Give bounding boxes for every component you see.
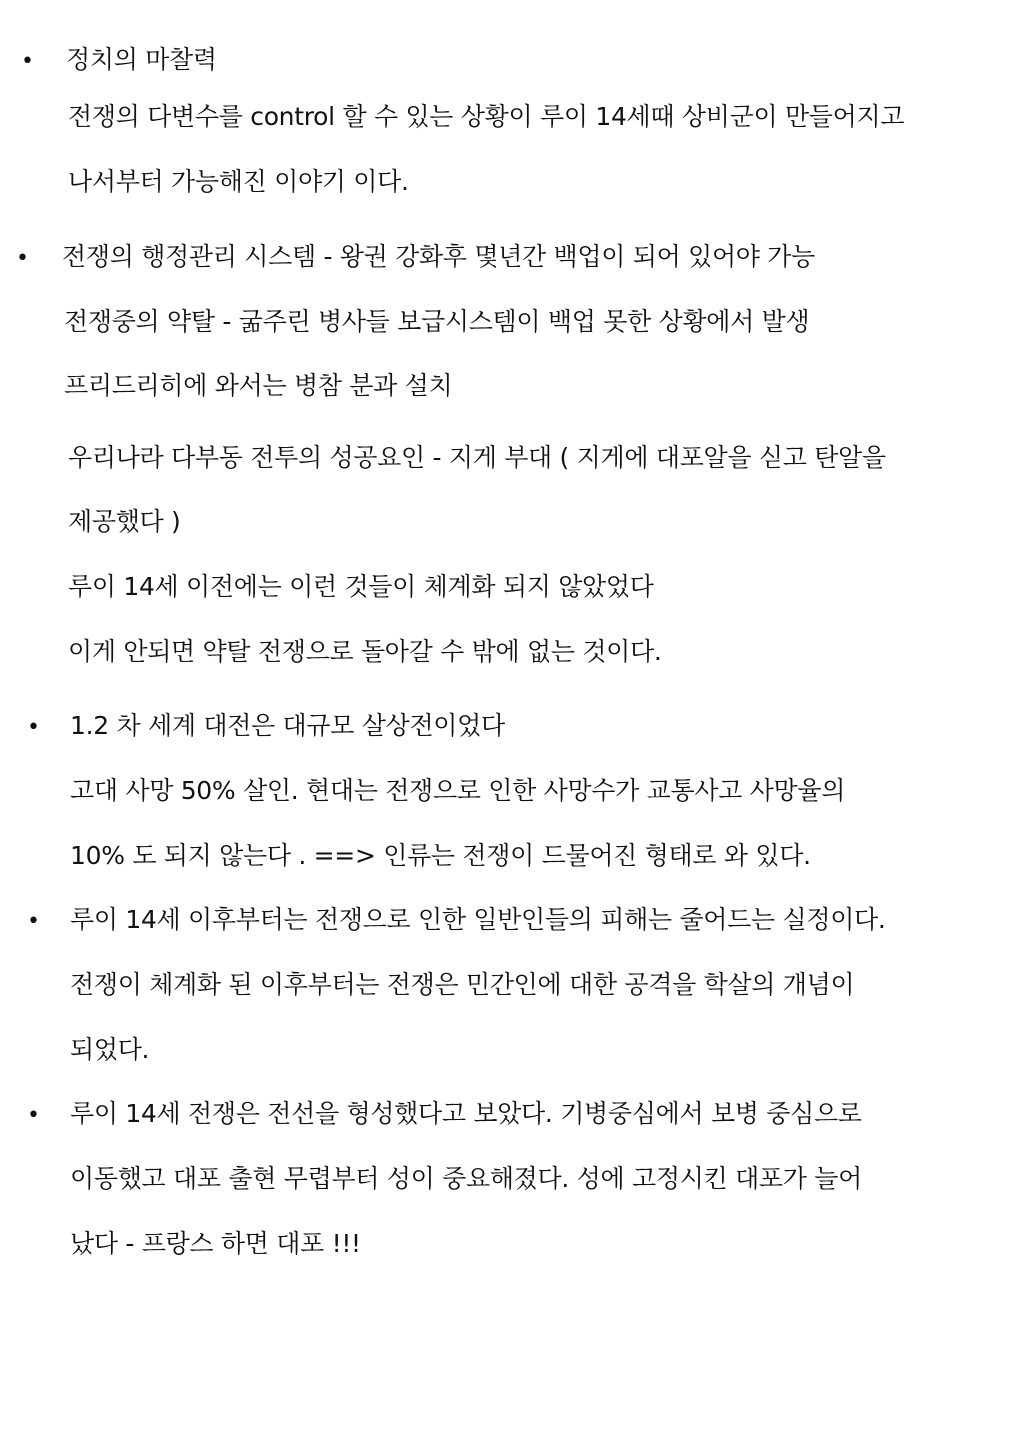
text-line: 1.2 차 세계 대전은 대규모 살상전이었다 bbox=[70, 711, 505, 740]
text-line: 전쟁의 행정관리 시스템 - 왕권 강화후 몇년간 백업이 되어 있어야 가능 bbox=[62, 242, 815, 271]
text-line: 루이 14세 이후부터는 전쟁으로 인한 일반인들의 피해는 줄어드는 실정이다. bbox=[70, 905, 886, 934]
text-line: 고대 사망 50% 살인. 현대는 전쟁으로 인한 사망수가 교통사고 사망율의 bbox=[70, 776, 846, 805]
text-line: 전쟁중의 약탈 - 굶주린 병사들 보급시스템이 백업 못한 상황에서 발생 bbox=[64, 307, 810, 336]
text-line: 이동했고 대포 출현 무렵부터 성이 중요해졌다. 성에 고정시킨 대포가 늘어 bbox=[70, 1164, 862, 1193]
bullet-marker: • bbox=[21, 49, 34, 74]
text-line: 10% 도 되지 않는다 . ==> 인류는 전쟁이 드물어진 형태로 와 있다. bbox=[70, 841, 811, 870]
bullet-marker: • bbox=[27, 1103, 40, 1128]
text-line: 우리나라 다부동 전투의 성공요인 - 지게 부대 ( 지게에 대포알을 싣고 탄알을 bbox=[68, 443, 886, 472]
text-line: 루이 14세 전쟁은 전선을 형성했다고 보았다. 기병중심에서 보병 중심으로 bbox=[70, 1099, 862, 1128]
bullet-marker: • bbox=[16, 246, 29, 271]
text-line: 제공했다 ) bbox=[68, 507, 181, 536]
text-line: 이게 안되면 약탈 전쟁으로 돌아갈 수 밖에 없는 것이다. bbox=[68, 637, 662, 666]
text-line: 루이 14세 이전에는 이런 것들이 체계화 되지 않았었다 bbox=[68, 572, 654, 601]
heading-political-friction: 정치의 마찰력 bbox=[66, 45, 217, 74]
text-line: 전쟁의 다변수를 control 할 수 있는 상황이 루이 14세때 상비군이 만들어지고 bbox=[68, 102, 905, 131]
text-line: 프리드리히에 와서는 병참 분과 설치 bbox=[64, 371, 453, 400]
text-line: 전쟁이 체계화 된 이후부터는 전쟁은 민간인에 대한 공격을 학살의 개념이 bbox=[70, 970, 855, 999]
text-line: 나서부터 가능해진 이야기 이다. bbox=[68, 167, 409, 196]
text-line: 났다 - 프랑스 하면 대포 !!! bbox=[70, 1229, 361, 1258]
bullet-marker: • bbox=[27, 909, 40, 934]
bullet-marker: • bbox=[27, 715, 40, 740]
text-line: 되었다. bbox=[70, 1035, 150, 1064]
